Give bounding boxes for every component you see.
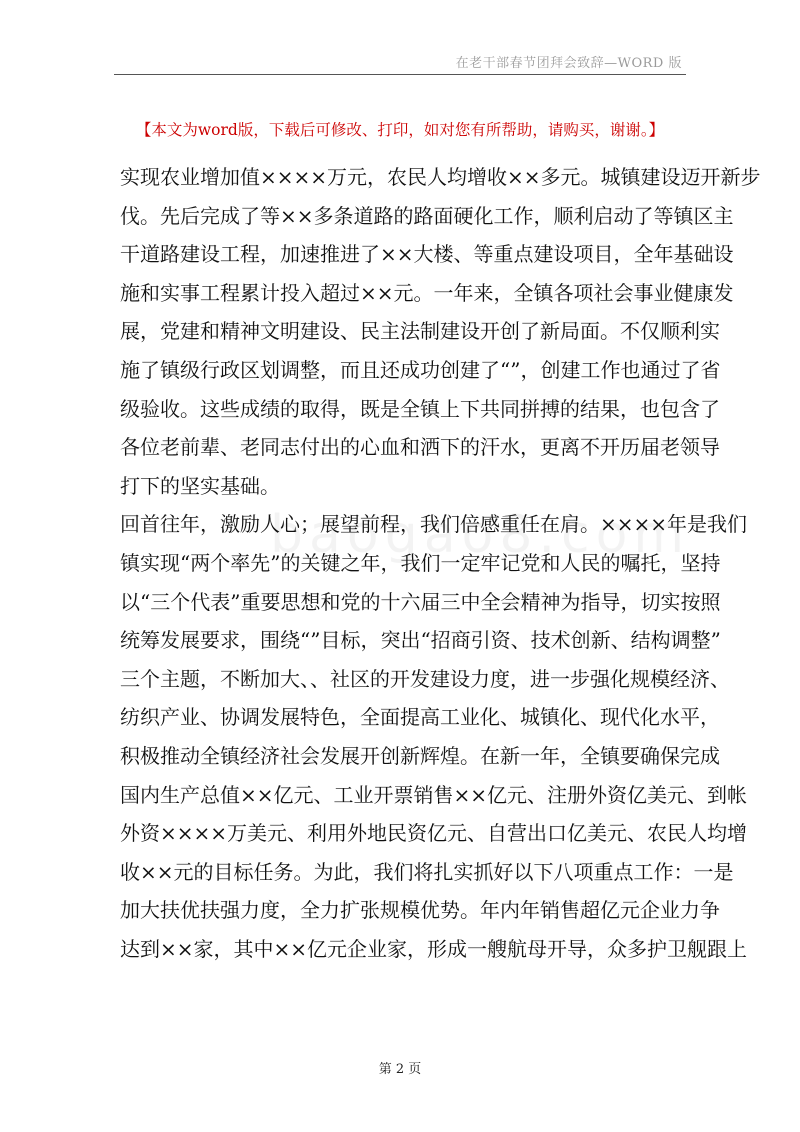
body-line: 伐。先后完成了等××多条道路的路面硬化工作，顺利启动了等镇区主 (120, 203, 734, 228)
body-line: 回首往年，激励人心；展望前程，我们倍感重任在肩。××××年是我们 (120, 512, 748, 537)
purchase-notice: 【本文为word版，下载后可修改、打印，如对您有所帮助，请购买，谢谢。】 (135, 121, 665, 139)
document-header-title: 在老干部春节团拜会致辞—WORD 版 (455, 56, 682, 71)
body-line: 统筹发展要求，围绕“”目标，突出“招商引资、技术创新、结构调整” (120, 628, 721, 653)
body-line: 打下的坚实基础。 (120, 473, 280, 498)
body-line: 积极推动全镇经济社会发展开创新辉煌。在新一年，全镇要确保完成 (120, 743, 720, 768)
page-number: 第 2 页 (378, 1062, 422, 1077)
body-line: 外资××××万美元、利用外地民资亿元、自营出口亿美元、农民人均增 (120, 821, 748, 846)
body-line: 国内生产总值××亿元、工业开票销售××亿元、注册外资亿美元、到帐 (120, 782, 748, 807)
body-line: 干道路建设工程，加速推进了××大楼、等重点建设项目，全年基础设 (120, 242, 734, 267)
body-line: 镇实现“两个率先”的关键之年，我们一定牢记党和人民的嘱托，坚持 (120, 550, 721, 575)
body-line: 各位老前辈、老同志付出的心血和洒下的汗水，更离不开历届老领导 (120, 435, 720, 460)
body-line: 级验收。这些成绩的取得，既是全镇上下共同拼搏的结果，也包含了 (120, 396, 720, 421)
header-divider (114, 74, 686, 75)
body-line: 纺织产业、协调发展特色，全面提高工业化、城镇化、现代化水平， (120, 705, 720, 730)
body-line: 三个主题，不断加大、、社区的开发建设力度，进一步强化规模经济、 (120, 666, 730, 691)
body-line: 加大扶优扶强力度，全力扩张规模优势。年内年销售超亿元企业力争 (120, 898, 720, 923)
body-line: 施了镇级行政区划调整，而且还成功创建了“”，创建工作也通过了省 (120, 357, 721, 382)
document-body (120, 158, 761, 968)
body-line: 展，党建和精神文明建设、民主法制建设开创了新局面。不仅顺利实 (120, 319, 720, 344)
body-line: 以“三个代表”重要思想和党的十六届三中全会精神为指导，切实按照 (120, 589, 721, 614)
body-line: 实现农业增加值××××万元，农民人均增收××多元。城镇建设迈开新步 (120, 165, 761, 189)
body-line: 施和实事工程累计投入超过××元。一年来，全镇各项社会事业健康发 (120, 280, 734, 305)
body-line: 收××元的目标任务。为此，我们将扎实抓好以下八项重点工作：一是 (120, 859, 734, 884)
body-line: 达到××家，其中××亿元企业家，形成一艘航母开导，众多护卫舰跟上 (120, 936, 748, 961)
